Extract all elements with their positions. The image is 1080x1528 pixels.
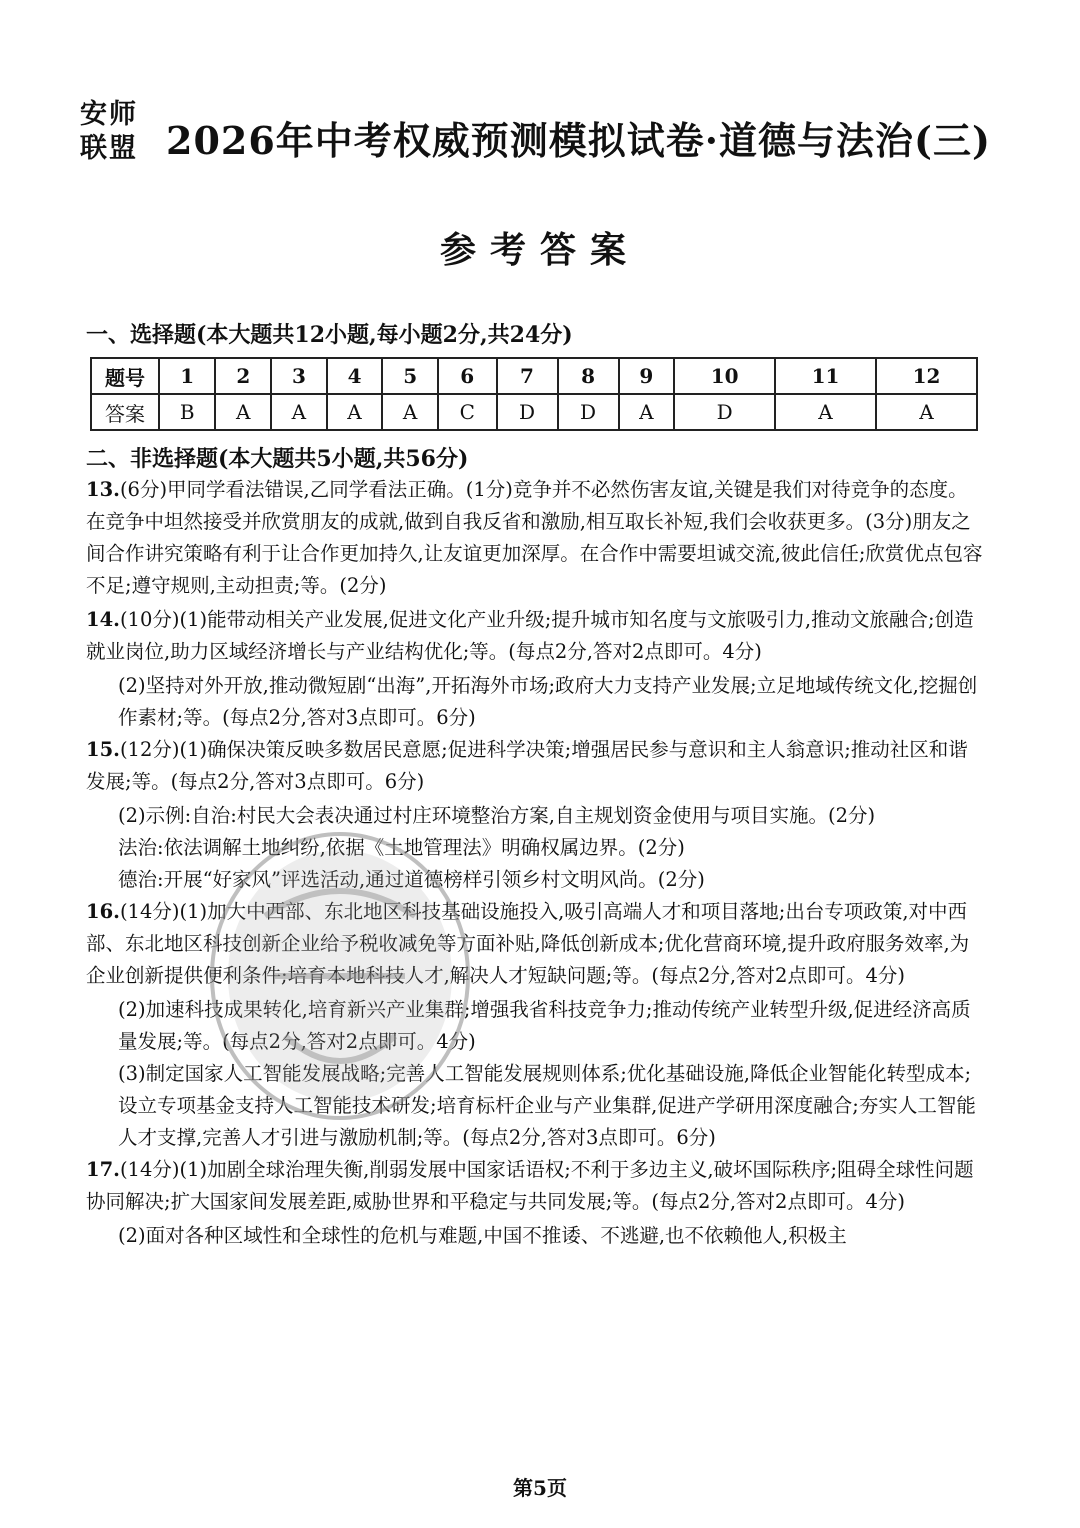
org-line-2: 联盟 — [80, 133, 138, 164]
answer-paragraph: (2)加速科技成果转化,培育新兴产业集群;增强我省科技竞争力;推动传统产业转型升级,促进经济高质量发展;等。(每点2分,答对2点即可。4分) — [118, 998, 971, 1053]
question-number: 11 — [775, 358, 876, 394]
section-2-heading: 二、非选择题(本大题共5小题,共56分) — [86, 446, 469, 472]
question-number: 17. — [86, 1158, 120, 1181]
answer-text: (12分)(1)确保决策反映多数居民意愿;促进科学决策;增强居民参与意识和主人翁意识;推动社区和谐发展;等。(每点2分,答对3点即可。6分) — [86, 738, 968, 793]
exam-title: 2026年中考权威预测模拟试卷·道德与法治(三) — [166, 118, 991, 163]
question-number: 7 — [497, 358, 558, 394]
question-number: 16. — [86, 900, 120, 923]
answer-cell: A — [775, 394, 876, 430]
answer-cell: B — [159, 394, 215, 430]
answer-cell: A — [382, 394, 438, 430]
row-label-question: 题号 — [91, 358, 159, 394]
question-number: 13. — [86, 478, 120, 501]
answer-text: (14分)(1)加剧全球治理失衡,削弱发展中国家话语权;不利于多边主义,破坏国际秩序;阻碍全球性问题协同解决;扩大国家间发展差距,威胁世界和平稳定与共同发展;等。(每点2分,答对2点即可。4分) — [86, 1158, 974, 1213]
answer-cell: A — [619, 394, 675, 430]
answer-cell: D — [674, 394, 775, 430]
question-number: 6 — [438, 358, 497, 394]
question-number: 5 — [382, 358, 438, 394]
answer-cell: C — [438, 394, 497, 430]
question-number: 10 — [674, 358, 775, 394]
row-label-answer: 答案 — [91, 394, 159, 430]
answer-cell: A — [327, 394, 383, 430]
answer-paragraph: 德治:开展“好家风”评选活动,通过道德榜样引领乡村文明风尚。(2分) — [118, 868, 705, 891]
org-line-1: 安师 — [80, 99, 138, 130]
answer-cell: A — [215, 394, 271, 430]
page-subtitle: 参考答案 — [439, 229, 640, 271]
org-logo — [80, 98, 160, 166]
question-number: 15. — [86, 738, 120, 761]
answer-text: (14分)(1)加大中西部、东北地区科技基础设施投入,吸引高端人才和项目落地;出台专项政策,对中西部、东北地区科技创新企业给予税收减免等方面补贴,降低创新成本;优化营商环境,提升政府服务效率,为企业创新提供便利条件;培育本地科技人才,解决人才短缺问题;等。(每点2分,答对2点即可。4分) — [86, 900, 970, 987]
question-number: 14. — [86, 608, 120, 631]
question-13 — [86, 474, 986, 602]
answer-paragraph: 法治:依法调解土地纠纷,依据《土地管理法》明确权属边界。(2分) — [118, 836, 685, 859]
question-number: 3 — [271, 358, 327, 394]
answer-table — [90, 357, 978, 431]
question-number: 8 — [558, 358, 619, 394]
question-number: 2 — [215, 358, 271, 394]
question-17 — [86, 1154, 986, 1218]
question-15 — [86, 734, 986, 798]
answer-paragraph: (2)面对各种区域性和全球性的危机与难题,中国不推诿、不逃避,也不依赖他人,积极主 — [118, 1224, 847, 1247]
answer-text: (10分)(1)能带动相关产业发展,促进文化产业升级;提升城市知名度与文旅吸引力,推动文旅融合;创造就业岗位,助力区域经济增长与产业结构优化;等。(每点2分,答对2点即可。4分) — [86, 608, 974, 663]
table-row-numbers — [91, 358, 977, 394]
table-row-answers — [91, 394, 977, 430]
answer-text: (6分)甲同学看法错误,乙同学看法正确。(1分)竞争并不必然伤害友谊,关键是我们对待竞争的态度。在竞争中坦然接受并欣赏朋友的成就,做到自我反省和激励,相互取长补短,我们会收获更多。(3分)朋友之间合作讲究策略有利于让合作更加持久,让友谊更加深厚。在合作中需要坦诚交流,彼此信任;欣赏优点包容不足;遵守规则,主动担责;等。(2分) — [86, 478, 983, 597]
answer-paragraph: (2)示例:自治:村民大会表决通过村庄环境整治方案,自主规划资金使用与项目实施。(2分) — [118, 804, 876, 827]
question-number: 12 — [876, 358, 977, 394]
question-number: 9 — [619, 358, 675, 394]
answer-paragraph: (2)坚持对外开放,推动微短剧“出海”,开拓海外市场;政府大力支持产业发展;立足地域传统文化,挖掘创作素材;等。(每点2分,答对3点即可。6分) — [118, 674, 978, 729]
page-number: 第5页 — [513, 1476, 567, 1500]
answer-cell: A — [271, 394, 327, 430]
answer-cell: A — [876, 394, 977, 430]
question-number: 1 — [159, 358, 215, 394]
answer-cell: D — [558, 394, 619, 430]
watermark-stamp — [205, 826, 475, 1126]
question-number: 4 — [327, 358, 383, 394]
header — [80, 98, 1000, 178]
answer-paragraph: (3)制定国家人工智能发展战略;完善人工智能发展规则体系;优化基础设施,降低企业智能化转型成本;设立专项基金支持人工智能技术研发;培育标杆企业与产业集群,促进产学研用深度融合;夯实人工智能人才支撑,完善人才引进与激励机制;等。(每点2分,答对3点即可。6分) — [118, 1062, 976, 1149]
answer-cell: D — [497, 394, 558, 430]
question-14 — [86, 604, 986, 668]
section-1-heading: 一、选择题(本大题共12小题,每小题2分,共24分) — [86, 322, 573, 348]
